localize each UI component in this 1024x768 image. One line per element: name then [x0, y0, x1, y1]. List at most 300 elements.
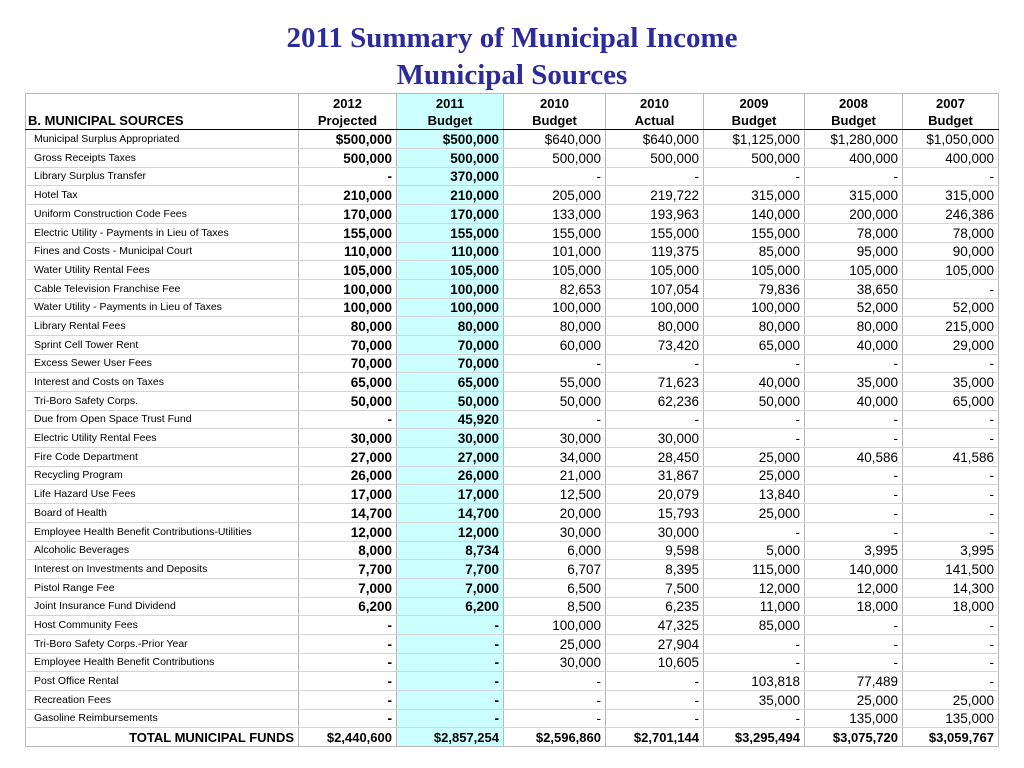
row-value: 12,000 — [704, 578, 805, 597]
table-row — [26, 149, 999, 168]
row-value: - — [299, 616, 397, 635]
row-value: 115,000 — [704, 560, 805, 579]
row-value: 315,000 — [805, 186, 903, 205]
row-value: 40,000 — [704, 373, 805, 392]
row-value: - — [504, 691, 606, 710]
row-value: 7,500 — [606, 578, 704, 597]
row-name: Alcoholic Beverages — [26, 541, 299, 560]
table-row — [26, 410, 999, 429]
row-value: 500,000 — [704, 149, 805, 168]
row-value: 370,000 — [397, 167, 504, 186]
row-value: - — [805, 616, 903, 635]
row-value: 6,707 — [504, 560, 606, 579]
table-row — [26, 578, 999, 597]
row-name: Gasoline Reimbursements — [26, 709, 299, 728]
row-name: Gross Receipts Taxes — [26, 149, 299, 168]
table-row — [26, 279, 999, 298]
row-value: 8,000 — [299, 541, 397, 560]
row-value: 103,818 — [704, 672, 805, 691]
row-name: Water Utility - Payments in Lieu of Taxes — [26, 298, 299, 317]
table-row — [26, 261, 999, 280]
row-name: Board of Health — [26, 504, 299, 523]
row-value: 14,300 — [903, 578, 999, 597]
row-value: 140,000 — [704, 205, 805, 224]
row-value: - — [397, 616, 504, 635]
row-value: 21,000 — [504, 466, 606, 485]
page-title: 2011 Summary of Municipal Income — [286, 22, 738, 54]
row-value: 8,734 — [397, 541, 504, 560]
total-label: TOTAL MUNICIPAL FUNDS — [26, 728, 299, 747]
row-value: - — [504, 354, 606, 373]
row-value: - — [397, 634, 504, 653]
row-value: 95,000 — [805, 242, 903, 261]
row-value: 100,000 — [397, 279, 504, 298]
table-row — [26, 504, 999, 523]
row-value: 78,000 — [903, 223, 999, 242]
total-value: $2,596,860 — [504, 728, 606, 747]
row-value: - — [299, 634, 397, 653]
row-name: Tri-Boro Safety Corps. — [26, 392, 299, 411]
row-name: Fines and Costs - Municipal Court — [26, 242, 299, 261]
row-value: 34,000 — [504, 448, 606, 467]
table-row — [26, 392, 999, 411]
column-type-header: Budget — [504, 112, 606, 130]
row-value: 30,000 — [299, 429, 397, 448]
row-value: 315,000 — [903, 186, 999, 205]
row-value: - — [805, 522, 903, 541]
row-value: - — [805, 466, 903, 485]
row-value: 13,840 — [704, 485, 805, 504]
row-value: - — [606, 410, 704, 429]
row-value: - — [805, 485, 903, 504]
row-value: 3,995 — [805, 541, 903, 560]
row-value: 85,000 — [704, 616, 805, 635]
row-value: 7,000 — [299, 578, 397, 597]
row-value: 27,000 — [299, 448, 397, 467]
total-row — [26, 728, 999, 747]
row-value: 65,000 — [704, 335, 805, 354]
row-value: 8,500 — [504, 597, 606, 616]
table-row — [26, 354, 999, 373]
row-value: - — [903, 672, 999, 691]
table-row — [26, 448, 999, 467]
row-value: - — [299, 167, 397, 186]
row-value: 6,000 — [504, 541, 606, 560]
row-value: 105,000 — [504, 261, 606, 280]
row-name: Library Surplus Transfer — [26, 167, 299, 186]
row-value: 55,000 — [504, 373, 606, 392]
row-value: - — [903, 167, 999, 186]
total-value: $3,295,494 — [704, 728, 805, 747]
row-value: 10,605 — [606, 653, 704, 672]
table-row — [26, 317, 999, 336]
row-value: 315,000 — [704, 186, 805, 205]
row-value: - — [299, 709, 397, 728]
row-value: 30,000 — [606, 522, 704, 541]
row-value: 500,000 — [504, 149, 606, 168]
row-name: Life Hazard Use Fees — [26, 485, 299, 504]
row-value: 105,000 — [606, 261, 704, 280]
row-value: - — [805, 653, 903, 672]
row-value: - — [704, 429, 805, 448]
row-value: - — [504, 410, 606, 429]
column-year-header: 2011 — [397, 94, 504, 112]
row-value: 50,000 — [504, 392, 606, 411]
row-value: - — [704, 653, 805, 672]
row-value: - — [299, 653, 397, 672]
row-value: - — [504, 167, 606, 186]
row-name: Due from Open Space Trust Fund — [26, 410, 299, 429]
row-value: 135,000 — [903, 709, 999, 728]
row-value: 155,000 — [606, 223, 704, 242]
table-row — [26, 223, 999, 242]
row-value: 35,000 — [704, 691, 805, 710]
row-value: 30,000 — [606, 429, 704, 448]
row-value: 71,623 — [606, 373, 704, 392]
row-value: 80,000 — [397, 317, 504, 336]
row-value: - — [903, 504, 999, 523]
section-label: B. MUNICIPAL SOURCES — [26, 112, 299, 130]
row-value: 80,000 — [704, 317, 805, 336]
row-value: 100,000 — [504, 298, 606, 317]
row-value: 50,000 — [397, 392, 504, 411]
row-value: 41,586 — [903, 448, 999, 467]
row-value: 82,653 — [504, 279, 606, 298]
row-value: - — [903, 279, 999, 298]
row-value: 119,375 — [606, 242, 704, 261]
row-name: Pistol Range Fee — [26, 578, 299, 597]
row-value: 80,000 — [606, 317, 704, 336]
row-value: 8,395 — [606, 560, 704, 579]
row-value: $1,125,000 — [704, 130, 805, 149]
row-value: 40,000 — [805, 335, 903, 354]
row-value: 100,000 — [397, 298, 504, 317]
column-type-header: Actual — [606, 112, 704, 130]
row-value: - — [903, 653, 999, 672]
row-value: - — [606, 709, 704, 728]
row-value: - — [704, 634, 805, 653]
table-row — [26, 541, 999, 560]
row-value: 6,200 — [299, 597, 397, 616]
row-value: 105,000 — [704, 261, 805, 280]
column-type-header: Budget — [397, 112, 504, 130]
row-name: Employee Health Benefit Contributions — [26, 653, 299, 672]
row-value: 25,000 — [805, 691, 903, 710]
table-row — [26, 130, 999, 149]
row-value: 30,000 — [504, 429, 606, 448]
row-value: - — [299, 410, 397, 429]
row-value: - — [903, 522, 999, 541]
row-value: 100,000 — [299, 298, 397, 317]
row-value: 25,000 — [903, 691, 999, 710]
row-value: - — [704, 167, 805, 186]
column-type-header: Projected — [299, 112, 397, 130]
row-value: - — [805, 634, 903, 653]
row-value: 12,000 — [299, 522, 397, 541]
row-value: $1,280,000 — [805, 130, 903, 149]
row-value: - — [903, 616, 999, 635]
row-name: Recycling Program — [26, 466, 299, 485]
row-value: 18,000 — [903, 597, 999, 616]
row-name: Post Office Rental — [26, 672, 299, 691]
row-value: 100,000 — [606, 298, 704, 317]
row-name: Library Rental Fees — [26, 317, 299, 336]
row-name: Employee Health Benefit Contributions-Utilities — [26, 522, 299, 541]
row-name: Hotel Tax — [26, 186, 299, 205]
total-value: $2,701,144 — [606, 728, 704, 747]
page-subtitle: Municipal Sources — [396, 59, 628, 91]
row-value: 70,000 — [397, 354, 504, 373]
table-row — [26, 691, 999, 710]
row-value: 70,000 — [299, 354, 397, 373]
header-blank-cell — [26, 94, 299, 112]
row-value: 105,000 — [903, 261, 999, 280]
row-value: - — [397, 691, 504, 710]
table-row — [26, 485, 999, 504]
row-value: 14,700 — [397, 504, 504, 523]
row-value: 140,000 — [805, 560, 903, 579]
row-value: - — [903, 429, 999, 448]
row-value: 52,000 — [903, 298, 999, 317]
row-value: 11,000 — [704, 597, 805, 616]
row-value: - — [805, 429, 903, 448]
row-value: - — [903, 485, 999, 504]
table-row — [26, 616, 999, 635]
row-value: 50,000 — [704, 392, 805, 411]
row-value: - — [504, 672, 606, 691]
row-value: 30,000 — [397, 429, 504, 448]
row-value: 25,000 — [504, 634, 606, 653]
row-value: 40,000 — [805, 392, 903, 411]
row-value: $1,050,000 — [903, 130, 999, 149]
row-value: - — [903, 466, 999, 485]
row-value: 9,598 — [606, 541, 704, 560]
table-row — [26, 466, 999, 485]
row-name: Municipal Surplus Appropriated — [26, 130, 299, 149]
row-name: Water Utility Rental Fees — [26, 261, 299, 280]
row-value: 80,000 — [805, 317, 903, 336]
row-value: 170,000 — [299, 205, 397, 224]
row-value: 105,000 — [805, 261, 903, 280]
row-value: - — [903, 354, 999, 373]
row-value: 27,904 — [606, 634, 704, 653]
row-value: 135,000 — [805, 709, 903, 728]
row-name: Electric Utility - Payments in Lieu of Taxes — [26, 223, 299, 242]
row-value: 155,000 — [704, 223, 805, 242]
column-year-header: 2010 — [504, 94, 606, 112]
total-value: $2,440,600 — [299, 728, 397, 747]
column-year-header: 2010 — [606, 94, 704, 112]
row-value: 5,000 — [704, 541, 805, 560]
row-value: - — [397, 709, 504, 728]
row-value: 40,586 — [805, 448, 903, 467]
row-value: - — [397, 653, 504, 672]
row-value: 205,000 — [504, 186, 606, 205]
row-name: Sprint Cell Tower Rent — [26, 335, 299, 354]
column-type-header: Budget — [704, 112, 805, 130]
table-row — [26, 597, 999, 616]
row-value: 29,000 — [903, 335, 999, 354]
table-row — [26, 298, 999, 317]
row-value: 101,000 — [504, 242, 606, 261]
row-value: 155,000 — [397, 223, 504, 242]
row-value: 77,489 — [805, 672, 903, 691]
row-value: - — [805, 410, 903, 429]
row-value: - — [397, 672, 504, 691]
row-value: 6,200 — [397, 597, 504, 616]
row-value: - — [606, 354, 704, 373]
row-value: 3,995 — [903, 541, 999, 560]
row-value: 30,000 — [504, 522, 606, 541]
row-value: - — [805, 354, 903, 373]
row-value: 27,000 — [397, 448, 504, 467]
row-value: 6,235 — [606, 597, 704, 616]
row-value: 38,650 — [805, 279, 903, 298]
row-value: 500,000 — [299, 149, 397, 168]
table-row — [26, 373, 999, 392]
row-value: 45,920 — [397, 410, 504, 429]
row-value: - — [299, 672, 397, 691]
row-value: 25,000 — [704, 466, 805, 485]
row-value: 73,420 — [606, 335, 704, 354]
row-name: Host Community Fees — [26, 616, 299, 635]
table-row — [26, 709, 999, 728]
row-value: 170,000 — [397, 205, 504, 224]
row-value: - — [606, 672, 704, 691]
row-value: - — [805, 167, 903, 186]
row-value: 400,000 — [805, 149, 903, 168]
row-value: 500,000 — [397, 149, 504, 168]
row-value: 70,000 — [397, 335, 504, 354]
total-value: $3,075,720 — [805, 728, 903, 747]
row-value: $640,000 — [606, 130, 704, 149]
row-value: - — [704, 709, 805, 728]
row-value: - — [606, 167, 704, 186]
row-value: 62,236 — [606, 392, 704, 411]
row-value: 6,500 — [504, 578, 606, 597]
column-year-header: 2008 — [805, 94, 903, 112]
row-value: 52,000 — [805, 298, 903, 317]
table-row — [26, 522, 999, 541]
row-value: 7,700 — [299, 560, 397, 579]
row-name: Interest on Investments and Deposits — [26, 560, 299, 579]
row-value: - — [704, 354, 805, 373]
row-value: 30,000 — [504, 653, 606, 672]
row-value: 193,963 — [606, 205, 704, 224]
row-value: 26,000 — [299, 466, 397, 485]
row-value: $640,000 — [504, 130, 606, 149]
row-value: 70,000 — [299, 335, 397, 354]
table-row — [26, 634, 999, 653]
row-value: 100,000 — [504, 616, 606, 635]
row-value: 60,000 — [504, 335, 606, 354]
row-name: Electric Utility Rental Fees — [26, 429, 299, 448]
header-row-types — [26, 112, 999, 130]
municipal-sources-table — [25, 93, 999, 747]
table-row — [26, 167, 999, 186]
row-value: 246,386 — [903, 205, 999, 224]
row-value: 12,500 — [504, 485, 606, 504]
table-row — [26, 186, 999, 205]
table-row — [26, 335, 999, 354]
row-value: - — [606, 691, 704, 710]
header-row-years — [26, 94, 999, 112]
table-row — [26, 205, 999, 224]
row-value: - — [299, 691, 397, 710]
row-value: 400,000 — [903, 149, 999, 168]
table-row — [26, 242, 999, 261]
row-value: 78,000 — [805, 223, 903, 242]
column-year-header: 2009 — [704, 94, 805, 112]
table-row — [26, 672, 999, 691]
row-name: Joint Insurance Fund Dividend — [26, 597, 299, 616]
row-value: 26,000 — [397, 466, 504, 485]
table-row — [26, 560, 999, 579]
total-value: $2,857,254 — [397, 728, 504, 747]
row-value: - — [805, 504, 903, 523]
row-value: 17,000 — [397, 485, 504, 504]
row-value: - — [704, 410, 805, 429]
row-value: 105,000 — [299, 261, 397, 280]
row-value: 155,000 — [504, 223, 606, 242]
row-value: 35,000 — [903, 373, 999, 392]
row-name: Cable Television Franchise Fee — [26, 279, 299, 298]
row-value: 155,000 — [299, 223, 397, 242]
row-value: 210,000 — [397, 186, 504, 205]
table-row — [26, 653, 999, 672]
row-value: 25,000 — [704, 504, 805, 523]
row-value: 210,000 — [299, 186, 397, 205]
row-name: Excess Sewer User Fees — [26, 354, 299, 373]
column-year-header: 2012 — [299, 94, 397, 112]
row-value: 25,000 — [704, 448, 805, 467]
column-type-header: Budget — [805, 112, 903, 130]
row-value: 18,000 — [805, 597, 903, 616]
total-value: $3,059,767 — [903, 728, 999, 747]
row-value: 85,000 — [704, 242, 805, 261]
row-value: 7,000 — [397, 578, 504, 597]
row-value: 65,000 — [299, 373, 397, 392]
row-name: Interest and Costs on Taxes — [26, 373, 299, 392]
row-value: 17,000 — [299, 485, 397, 504]
row-value: 80,000 — [504, 317, 606, 336]
column-type-header: Budget — [903, 112, 999, 130]
row-value: 79,836 — [704, 279, 805, 298]
row-name: Recreation Fees — [26, 691, 299, 710]
row-value: 215,000 — [903, 317, 999, 336]
row-value: 28,450 — [606, 448, 704, 467]
row-value: 20,000 — [504, 504, 606, 523]
row-value: - — [903, 410, 999, 429]
row-value: 500,000 — [606, 149, 704, 168]
row-value: 219,722 — [606, 186, 704, 205]
row-value: $500,000 — [397, 130, 504, 149]
row-value: 105,000 — [397, 261, 504, 280]
row-value: 100,000 — [704, 298, 805, 317]
row-value: 35,000 — [805, 373, 903, 392]
row-value: 20,079 — [606, 485, 704, 504]
row-value: 50,000 — [299, 392, 397, 411]
row-value: 110,000 — [397, 242, 504, 261]
row-value: 7,700 — [397, 560, 504, 579]
row-name: Fire Code Department — [26, 448, 299, 467]
row-value: 141,500 — [903, 560, 999, 579]
row-value: 107,054 — [606, 279, 704, 298]
row-value: 200,000 — [805, 205, 903, 224]
column-year-header: 2007 — [903, 94, 999, 112]
row-value: 65,000 — [397, 373, 504, 392]
row-value: 14,700 — [299, 504, 397, 523]
